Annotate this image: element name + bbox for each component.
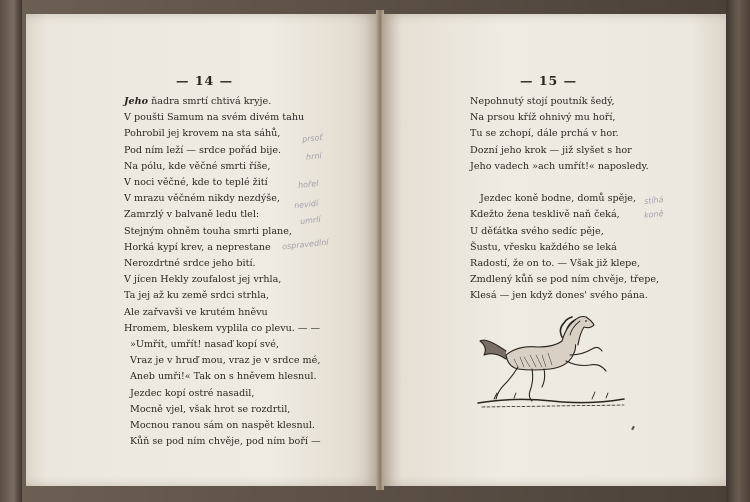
text-line: Klesá — jen když dones' svého pána. [470,290,648,302]
margin-note: koně [643,209,664,220]
text-line: Jeho vadech »ach umřít!« naposledy. [470,160,649,172]
text-line: Aneb umři!« Tak on s hněvem hlesnul. [130,371,317,383]
margin-note: prsoť [301,132,323,145]
text-line: Pohrobil jej krovem na sta sáhů, [124,128,281,140]
text-line: Na pólu, kde věčné smrti říše, [124,160,271,172]
text-line: Jezdec koně bodne, domů spěje, [480,193,637,205]
margin-note: hrní [305,151,323,162]
stray-mark [631,426,635,430]
text-line: Hromem, bleskem vyplila co plevu. — — [124,322,321,334]
text-line: Vraz je v hruď mou, vraz je v srdce mé, [130,355,321,367]
text-line: Nerozdrtné srdce jeho bití. [124,258,256,270]
text-line: Nepohnutý stojí poutník šedý, [470,96,615,107]
text-line: Jezdec kopí ostré nasadil, [130,387,255,399]
right-page [382,14,726,486]
text-line: Stejným ohněm touha smrti plane, [124,225,292,237]
cover-edge-right [726,0,750,502]
margin-note: stíhá [643,195,664,206]
text-line: Zmdlený kůň se pod ním chvěje, třepe, [470,274,660,286]
text-line: Kůň se pod ním chvěje, pod ním boří — [130,436,321,448]
text-line: Pod ním leží — srdce pořád bije. [124,144,282,156]
text-line: V mrazu věčném nikdy nezdýše, [124,193,280,205]
left-page-text [124,94,321,450]
margin-note: umrlí [299,214,322,227]
text-line: U děťátka svého sedíc pěje, [470,225,604,237]
text-line: Kdežto žena tesklivě naň čeká, [470,209,620,221]
text-line: Šustu, vřesku každého se leká [470,241,617,253]
text-line: Dozní jeho krok — již slyšet s hor [470,144,632,156]
text-line: V poušti Samum na svém divém tahu [124,112,305,124]
page-number-left: — 14 — [176,73,234,88]
text-line: Mocnou ranou sám on naspět klesnul. [130,420,315,432]
text-line: Radostí, že on to. — Však již klepe, [470,258,641,270]
text-line: Ale zařvavši ve krutém hněvu [124,306,268,318]
margin-note: hořel [297,178,319,191]
text-line: Jeho ňadra smrtí chtivá kryje. [124,96,272,107]
text-line: »Umřít, umřít! nasaď kopí své, [130,339,280,351]
text-line: Zamrzlý v balvaně ledu tlel: [124,209,260,221]
text-line: V noci věčné, kde to teplé žití [124,177,268,189]
right-page-text [470,94,659,305]
text-line: Tu se zchopí, dále prchá v hor. [470,128,619,140]
page-number-right: — 15 — [520,73,578,88]
text-line: Mocně vjel, však hrot se rozdrtil, [130,403,291,415]
cover-edge-left [0,0,22,502]
margin-note: nevidí [293,198,319,211]
margin-note: ospravedlní [281,237,329,252]
text-line: V jícen Hekly zoufalost jej vrhla, [124,274,282,286]
text-line: Horká kypí krev, a neprestane [124,241,271,253]
rearing-horse-illustration [474,311,628,413]
left-page [26,14,378,486]
text-line: Na prsou kříž ohnivý mu hoří, [470,112,616,124]
text-line: Ta jej až ku země srdci strhla, [124,290,270,302]
text-line [470,175,659,191]
